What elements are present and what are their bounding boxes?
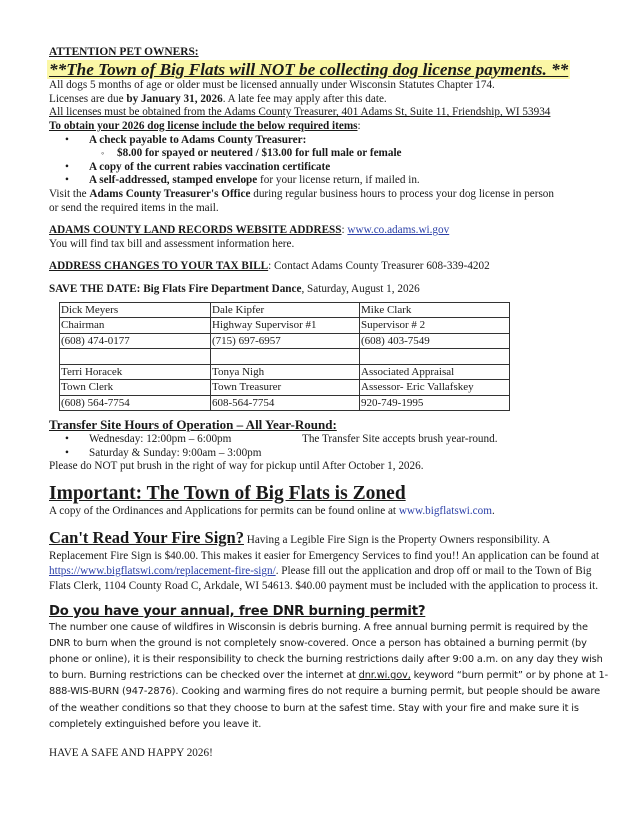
- address-changes-line: ADDRESS CHANGES TO YOUR TAX BILL: Contact Adams County Treasurer 608-339-4202: [49, 260, 490, 273]
- closing-message: HAVE A SAFE AND HAPPY 2026!: [49, 746, 213, 759]
- table-cell: Dick Meyers: [60, 302, 211, 318]
- table-cell: [211, 349, 360, 365]
- dnr-permit-section: [49, 603, 609, 733]
- dog-license-headline: **The Town of Big Flats will NOT be collecting dog license payments. **: [49, 59, 569, 79]
- hours-item: • Wednesday: 12:00pm – 6:00pm: [89, 433, 609, 447]
- table-row: [60, 380, 510, 396]
- table-cell: (608) 474-0177: [60, 333, 211, 349]
- requirements-list: [49, 134, 609, 188]
- table-cell: (715) 697-6957: [211, 333, 360, 349]
- brush-warning: Please do NOT put brush in the right of way for pickup until After October 1, 2026.: [49, 460, 424, 473]
- newsletter-page: [49, 46, 609, 761]
- fee-item: ◦ $8.00 for spayed or neutered / $13.00 for full male or female: [117, 147, 609, 161]
- table-cell: Highway Supervisor #1: [211, 318, 360, 334]
- land-records-heading: ADAMS COUNTY LAND RECORDS WEBSITE ADDRESS: [49, 224, 342, 237]
- fire-sign-section: Can't Read Your Fire Sign? Having a Legible Fire Sign is the Property Owners responsibility. A Replacement Fire Sign is $40.00. This makes it easier for Emergency Services to find you!! An application can be found at https://www.bigflatswi.com/replacement-fire-sign/. Please fill out the application and drop off or mail to the Town of Big Flats Clerk, 1104 County Road C, Arkdale, WI 54613. $40.00 payment must be included with the application to process it.: [49, 528, 600, 593]
- treasurer-address: All licenses must be obtained from the Adams County Treasurer, 401 Adams St, Suite 11, Friendship, WI 53934: [49, 106, 551, 119]
- save-the-date-label: SAVE THE DATE: Big Flats Fire Department Dance: [49, 282, 302, 295]
- table-cell: Chairman: [60, 318, 211, 334]
- requirement-item: • A check payable to Adams County Treasurer: ◦ $8.00 for spayed or neutered / $13.00 for full male or female: [89, 134, 609, 161]
- address-changes-heading: ADDRESS CHANGES TO YOUR TAX BILL: [49, 260, 269, 273]
- transfer-site-section: [49, 417, 609, 474]
- table-row: [60, 349, 510, 365]
- zoning-heading: Important: The Town of Big Flats is Zoned: [49, 482, 406, 504]
- table-cell: Supervisor # 2: [360, 318, 510, 334]
- table-cell: [60, 349, 211, 365]
- dnr-permit-text: The number one cause of wildfires in Wisconsin is debris burning. A free annual burning permit is required by the DNR to burn when the ground is not completely snow-covered. Once a person has obtained a burning permit (by phone or online), it is their responsibility to check the burning restrictions daily after 9:00 a.m. on any day they wish to burn. Burning restrictions can be checked over the internet at dnr.wi.gov, keyword “burn permit” or by phone at 1-888-WIS-BURN (947-2876). Cooking and warming fires do not require a burning permit, but people should be aware of the weather conditions so that they choose to burn at the safest time. Stay with your fire and make sure it is completely extinguished before you leave it.: [49, 621, 608, 730]
- requirement-item: • A self-addressed, stamped envelope for your license return, if mailed in.: [89, 174, 609, 188]
- table-cell: Associated Appraisal: [360, 364, 510, 380]
- table-row: [60, 333, 510, 349]
- transfer-site-heading: Transfer Site Hours of Operation – All Year-Round:: [49, 417, 337, 432]
- replacement-fire-sign-link[interactable]: https://www.bigflatswi.com/replacement-fire-sign/: [49, 564, 276, 577]
- save-the-date-line: SAVE THE DATE: Big Flats Fire Department Dance, Saturday, August 1, 2026: [49, 282, 420, 295]
- pet-owners-section: [49, 46, 609, 215]
- table-cell: Tonya Nigh: [211, 364, 360, 380]
- table-cell: Town Treasurer: [211, 380, 360, 396]
- officials-contact-table: [59, 302, 510, 412]
- visit-office-text-2: or send the required items in the mail.: [49, 201, 219, 214]
- fire-sign-heading: Can't Read Your Fire Sign?: [49, 528, 244, 548]
- table-cell: Mike Clark: [360, 302, 510, 318]
- requirement-item: • A copy of the current rabies vaccination certificate: [89, 161, 609, 175]
- big-flats-website-link[interactable]: www.bigflatswi.com: [398, 504, 492, 517]
- table-row: [60, 318, 510, 334]
- table-cell: Assessor- Eric Vallafskey: [360, 380, 510, 396]
- table-cell: (608) 403-7549: [360, 333, 510, 349]
- table-row: [60, 302, 510, 318]
- zoning-text: A copy of the Ordinances and Applications for permits can be found online at www.bigflatswi.com.: [49, 504, 495, 517]
- table-cell: Terri Horacek: [60, 364, 211, 380]
- table-cell: (608) 564-7754: [60, 395, 211, 411]
- attention-heading: ATTENTION PET OWNERS:: [49, 46, 199, 58]
- dnr-permit-heading: Do you have your annual, free DNR burning permit?: [49, 603, 426, 619]
- table-row: [60, 364, 510, 380]
- table-cell: 608-564-7754: [211, 395, 360, 411]
- land-records-section: ADAMS COUNTY LAND RECORDS WEBSITE ADDRESS: www.co.adams.wi.gov You will find tax bill and assessment information here.: [49, 224, 609, 251]
- hours-item: • Saturday & Sunday: 9:00am – 3:00pm: [89, 447, 609, 461]
- due-date: by January 31, 2026: [126, 92, 223, 105]
- zoning-section: [49, 483, 609, 519]
- dnr-website-link[interactable]: dnr.wi.gov,: [358, 670, 411, 682]
- visit-office-text: Visit the Adams County Treasurer's Office during regular business hours to process your dog license in person: [49, 187, 554, 200]
- due-date-line: Licenses are due by January 31, 2026. A late fee may apply after this date.: [49, 92, 387, 105]
- table-row: [60, 395, 510, 411]
- land-records-note: You will find tax bill and assessment information here.: [49, 237, 295, 250]
- table-cell: [360, 349, 510, 365]
- table-cell: Dale Kipfer: [211, 302, 360, 318]
- brush-note: The Transfer Site accepts brush year-round.: [302, 433, 498, 445]
- table-cell: 920-749-1995: [360, 395, 510, 411]
- table-cell: Town Clerk: [60, 380, 211, 396]
- adams-county-link[interactable]: www.co.adams.wi.gov: [347, 224, 450, 237]
- licensing-rule: All dogs 5 months of age or older must be licensed annually under Wisconsin Statutes Chapter 174.: [49, 79, 495, 92]
- requirements-heading: To obtain your 2026 dog license include the below required items:: [49, 119, 361, 132]
